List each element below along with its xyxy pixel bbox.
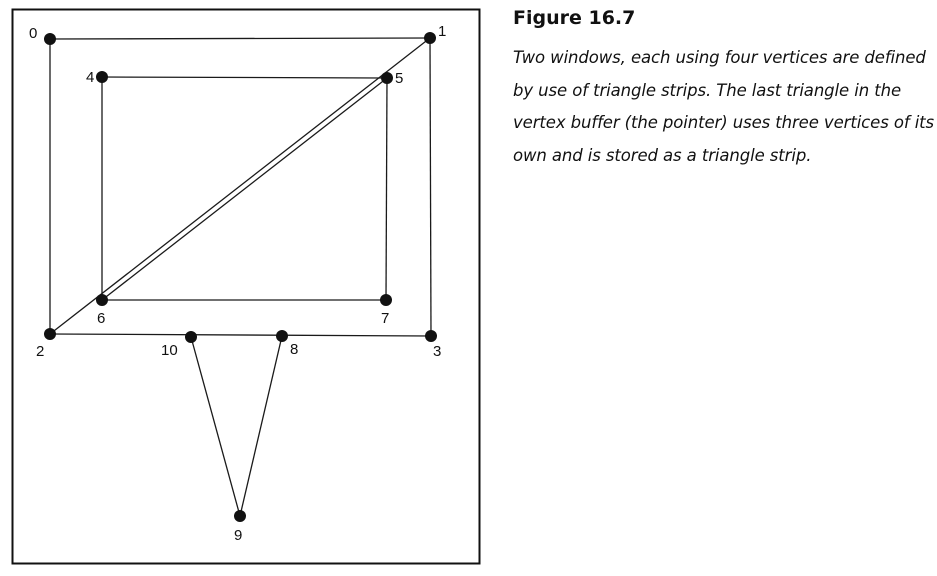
vertex-9 <box>234 510 246 522</box>
vertex-label-2: 2 <box>36 343 45 360</box>
diagram-frame <box>13 10 480 564</box>
vertex-label-6: 6 <box>97 310 106 327</box>
edge-10-9 <box>191 337 240 516</box>
vertex-0 <box>44 33 56 45</box>
vertex-label-7: 7 <box>381 310 390 327</box>
vertex-5 <box>381 72 393 84</box>
vertex-label-5: 5 <box>395 70 404 87</box>
figure-caption <box>513 4 937 172</box>
vertex-label-9: 9 <box>234 527 243 544</box>
vertex-label-3: 3 <box>433 343 442 360</box>
edge-0-1 <box>50 38 430 39</box>
vertex-label-8: 8 <box>290 341 299 358</box>
vertex-6 <box>96 294 108 306</box>
edge-1-3 <box>430 38 431 336</box>
vertex-4 <box>96 71 108 83</box>
edge-5-7 <box>386 78 387 300</box>
edge-4-5 <box>102 77 387 78</box>
vertex-2 <box>44 328 56 340</box>
vertex-1 <box>424 32 436 44</box>
vertex-label-10: 10 <box>161 342 178 359</box>
edge-8-9 <box>240 336 282 516</box>
figure-title: Figure 16.7 <box>513 7 636 29</box>
vertex-label-0: 0 <box>29 25 38 42</box>
vertex-8 <box>276 330 288 342</box>
edge-5-6 <box>102 78 387 300</box>
vertex-label-1: 1 <box>438 23 447 40</box>
vertex-7 <box>380 294 392 306</box>
edge-1-2 <box>50 38 430 334</box>
vertex-label-4: 4 <box>86 69 95 86</box>
vertex-10 <box>185 331 197 343</box>
vertex-3 <box>425 330 437 342</box>
edge-2-3 <box>50 334 431 336</box>
figure-description: Two windows, each using four vertices are defined by use of triangle strips. The last triangle in the vertex buffer (the pointer) uses three vertices of its own and is stored as a triangle strip. <box>513 48 935 165</box>
